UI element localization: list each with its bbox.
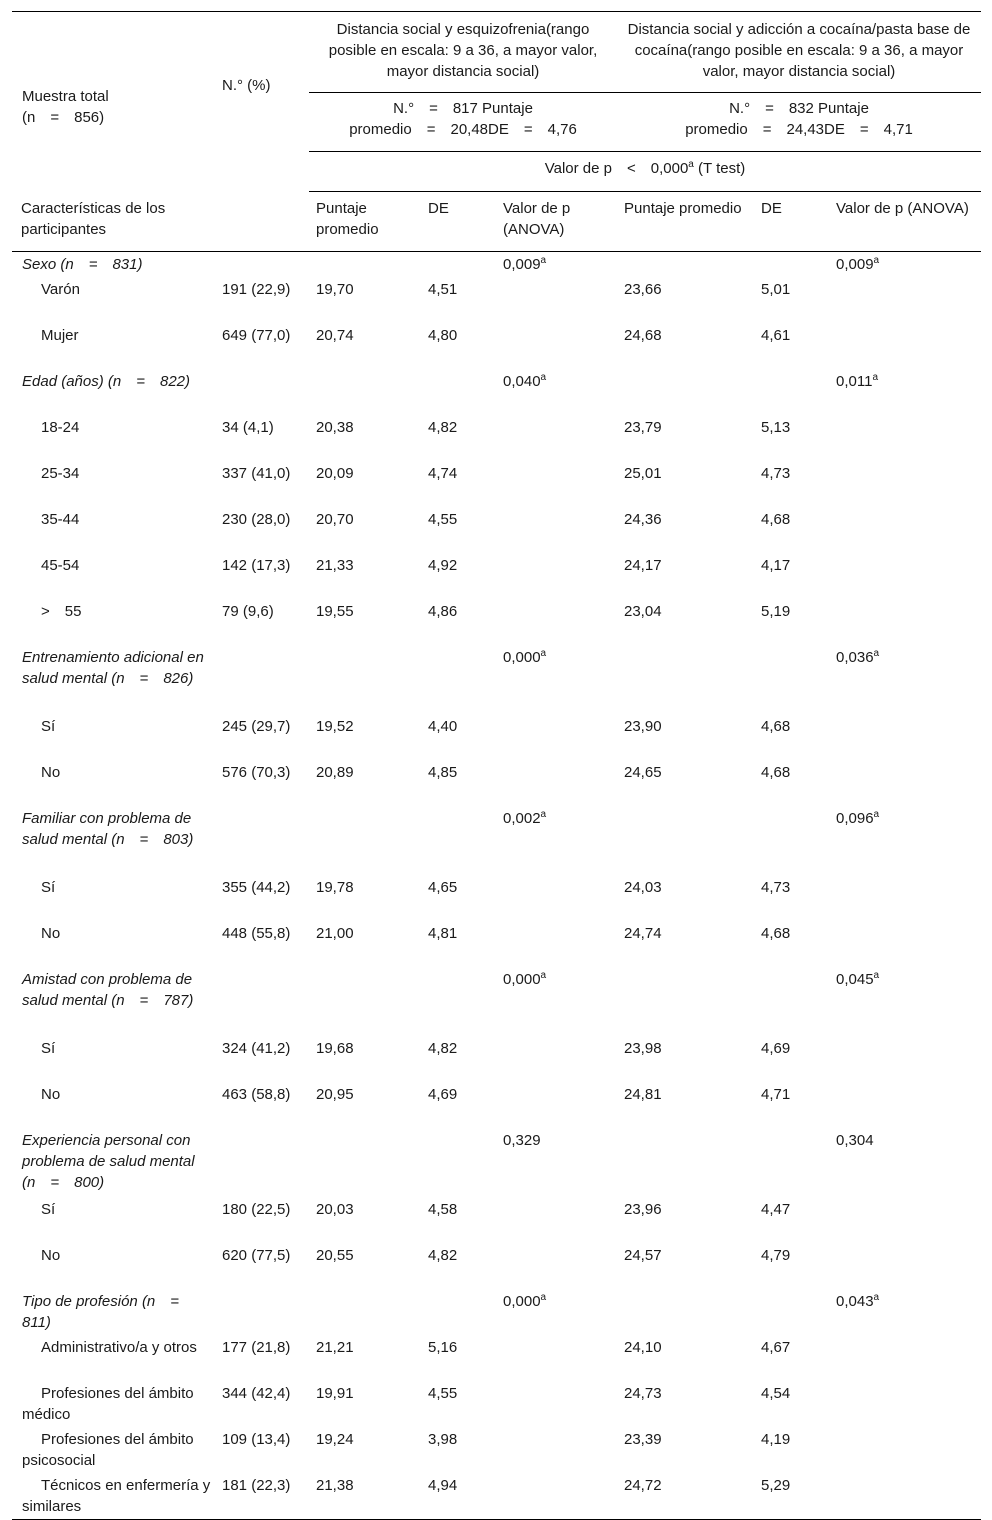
row-mean-2: 24,72	[617, 1473, 754, 1520]
superscript: a	[541, 648, 547, 659]
section-label-value: Sexo (n = 831)	[22, 256, 142, 273]
row-n-pct: 109 (13,4)	[222, 1427, 309, 1473]
sample-total-label: Muestra total	[22, 86, 222, 107]
group-cocaine-count	[617, 93, 981, 152]
row-sd-2: 4,68	[754, 760, 829, 806]
section-pvalue-2-value: 0,043	[836, 1293, 874, 1310]
row-sd-2: 5,29	[754, 1473, 829, 1520]
row-sd-1: 4,51	[421, 277, 496, 323]
empty-cell	[829, 714, 981, 760]
col-p-1: Valor de p (ANOVA)	[496, 192, 617, 252]
table-row	[12, 1082, 981, 1128]
row-mean-1: 20,38	[309, 415, 421, 461]
row-label: 18-24	[12, 415, 222, 461]
row-sd-1: 4,55	[421, 1381, 496, 1427]
row-sd-2: 4,61	[754, 323, 829, 369]
row-n-pct: 177 (21,8)	[222, 1335, 309, 1381]
row-n-pct: 230 (28,0)	[222, 507, 309, 553]
empty-cell	[754, 369, 829, 415]
row-mean-2: 23,96	[617, 1197, 754, 1243]
table-row	[12, 1243, 981, 1289]
section-label	[12, 252, 222, 278]
empty-cell	[496, 1197, 617, 1243]
row-sd-2: 5,01	[754, 277, 829, 323]
superscript: a	[541, 255, 547, 266]
row-n-pct: 337 (41,0)	[222, 461, 309, 507]
row-n-pct: 142 (17,3)	[222, 553, 309, 599]
superscript: a	[874, 1292, 880, 1303]
row-sd-1: 4,82	[421, 1036, 496, 1082]
pvalue-prefix: Valor de p < 0,000	[545, 160, 689, 177]
section-row	[12, 1289, 981, 1335]
row-label: Técnicos en enfermería y similares	[12, 1473, 222, 1520]
row-mean-1: 20,89	[309, 760, 421, 806]
row-sd-1: 4,82	[421, 1243, 496, 1289]
row-sd-2: 5,13	[754, 415, 829, 461]
row-n-pct: 448 (55,8)	[222, 921, 309, 967]
section-label-value: Entrenamiento adicional en salud mental (n = 826)	[22, 649, 204, 687]
section-row	[12, 1128, 981, 1197]
group1-count-line1: N.° = 817 Puntaje	[309, 98, 617, 119]
row-sd-2: 4,19	[754, 1427, 829, 1473]
row-n-pct: 324 (41,2)	[222, 1036, 309, 1082]
n-pct-header: N.° (%)	[222, 12, 309, 192]
section-label-value: Experiencia personal con problema de salud mental (n = 800)	[22, 1132, 195, 1191]
empty-cell	[496, 1243, 617, 1289]
superscript: a	[541, 1292, 547, 1303]
row-sd-1: 4,81	[421, 921, 496, 967]
section-label-value: Amistad con problema de salud mental (n = 787)	[22, 971, 193, 1009]
row-mean-2: 23,90	[617, 714, 754, 760]
empty-cell	[222, 645, 309, 714]
section-pvalue-2-value: 0,009	[836, 256, 874, 273]
row-label: Sí	[12, 714, 222, 760]
row-n-pct: 245 (29,7)	[222, 714, 309, 760]
empty-cell	[496, 1335, 617, 1381]
row-sd-1: 5,16	[421, 1335, 496, 1381]
section-pvalue-2	[829, 252, 981, 278]
pvalue-ttest-header	[309, 152, 981, 192]
row-sd-1: 4,80	[421, 323, 496, 369]
row-mean-2: 24,74	[617, 921, 754, 967]
empty-cell	[222, 967, 309, 1036]
row-n-pct: 191 (22,9)	[222, 277, 309, 323]
empty-cell	[829, 921, 981, 967]
row-sd-1: 4,69	[421, 1082, 496, 1128]
row-mean-1: 19,24	[309, 1427, 421, 1473]
row-label: Sí	[12, 875, 222, 921]
empty-cell	[829, 277, 981, 323]
empty-cell	[829, 1197, 981, 1243]
table-row	[12, 507, 981, 553]
row-sd-2: 4,73	[754, 875, 829, 921]
row-sd-1: 4,92	[421, 553, 496, 599]
row-mean-2: 24,65	[617, 760, 754, 806]
row-mean-1: 21,33	[309, 553, 421, 599]
pvalue-suffix: (T test)	[694, 160, 745, 177]
row-sd-2: 4,71	[754, 1082, 829, 1128]
table-row	[12, 1473, 981, 1520]
section-pvalue-2	[829, 645, 981, 714]
row-label: No	[12, 1243, 222, 1289]
section-pvalue-1	[496, 252, 617, 278]
empty-cell	[309, 252, 421, 278]
empty-cell	[496, 1082, 617, 1128]
row-sd-2: 4,79	[754, 1243, 829, 1289]
col-sd-1: DE	[421, 192, 496, 252]
section-pvalue-2	[829, 1128, 981, 1197]
superscript: a	[874, 970, 880, 981]
section-pvalue-1-value: 0,329	[503, 1132, 541, 1149]
empty-cell	[421, 1128, 496, 1197]
row-sd-1: 4,65	[421, 875, 496, 921]
empty-cell	[754, 645, 829, 714]
row-mean-2: 24,10	[617, 1335, 754, 1381]
section-label-value: Edad (años) (n = 822)	[22, 373, 190, 390]
empty-cell	[829, 599, 981, 645]
row-sd-1: 4,82	[421, 415, 496, 461]
section-pvalue-1	[496, 369, 617, 415]
empty-cell	[829, 507, 981, 553]
superscript: a	[874, 809, 880, 820]
row-mean-1: 19,68	[309, 1036, 421, 1082]
empty-cell	[496, 1427, 617, 1473]
section-pvalue-2-value: 0,304	[836, 1132, 874, 1149]
section-pvalue-1	[496, 806, 617, 875]
row-sd-1: 4,40	[421, 714, 496, 760]
empty-cell	[754, 806, 829, 875]
row-mean-2: 25,01	[617, 461, 754, 507]
row-mean-2: 23,04	[617, 599, 754, 645]
row-mean-1: 19,55	[309, 599, 421, 645]
empty-cell	[309, 967, 421, 1036]
row-n-pct: 344 (42,4)	[222, 1381, 309, 1427]
row-sd-1: 4,85	[421, 760, 496, 806]
row-n-pct: 180 (22,5)	[222, 1197, 309, 1243]
superscript: a	[874, 255, 880, 266]
section-pvalue-1-value: 0,002	[503, 810, 541, 827]
row-label: No	[12, 760, 222, 806]
superscript: a	[541, 372, 547, 383]
row-mean-2: 24,81	[617, 1082, 754, 1128]
row-mean-2: 23,79	[617, 415, 754, 461]
section-row	[12, 252, 981, 278]
section-pvalue-2	[829, 369, 981, 415]
row-label: No	[12, 921, 222, 967]
row-n-pct: 620 (77,5)	[222, 1243, 309, 1289]
group2-count-line2: promedio = 24,43DE = 4,71	[617, 119, 981, 140]
table-row	[12, 1036, 981, 1082]
row-label: 45-54	[12, 553, 222, 599]
empty-cell	[421, 645, 496, 714]
empty-cell	[222, 1128, 309, 1197]
empty-cell	[222, 369, 309, 415]
row-mean-1: 21,00	[309, 921, 421, 967]
row-sd-2: 4,17	[754, 553, 829, 599]
section-label	[12, 645, 222, 714]
row-mean-2: 23,98	[617, 1036, 754, 1082]
table-row	[12, 553, 981, 599]
row-sd-1: 4,74	[421, 461, 496, 507]
section-label	[12, 369, 222, 415]
empty-cell	[421, 967, 496, 1036]
section-row	[12, 967, 981, 1036]
superscript: a	[872, 372, 878, 383]
row-mean-1: 19,78	[309, 875, 421, 921]
col-mean-2: Puntaje promedio	[617, 192, 754, 252]
row-mean-1: 19,91	[309, 1381, 421, 1427]
table-row	[12, 1197, 981, 1243]
empty-cell	[496, 714, 617, 760]
row-sd-2: 4,68	[754, 714, 829, 760]
row-sd-2: 4,47	[754, 1197, 829, 1243]
empty-cell	[617, 967, 754, 1036]
section-pvalue-1	[496, 1128, 617, 1197]
table-row	[12, 323, 981, 369]
empty-cell	[496, 1036, 617, 1082]
empty-cell	[754, 252, 829, 278]
section-pvalue-2-value: 0,036	[836, 649, 874, 666]
empty-cell	[309, 806, 421, 875]
section-pvalue-2-value: 0,045	[836, 971, 874, 988]
empty-cell	[496, 599, 617, 645]
row-mean-2: 24,73	[617, 1381, 754, 1427]
row-sd-2: 4,68	[754, 921, 829, 967]
row-sd-2: 4,68	[754, 507, 829, 553]
superscript: a	[541, 970, 547, 981]
table-row	[12, 461, 981, 507]
row-mean-1: 21,38	[309, 1473, 421, 1520]
empty-cell	[496, 461, 617, 507]
row-sd-1: 4,55	[421, 507, 496, 553]
group1-count-line2: promedio = 20,48DE = 4,76	[309, 119, 617, 140]
row-mean-1: 20,74	[309, 323, 421, 369]
table-row	[12, 599, 981, 645]
superscript: a	[541, 809, 547, 820]
empty-cell	[829, 1335, 981, 1381]
n-pct-col-blank	[222, 192, 309, 252]
table-row	[12, 1335, 981, 1381]
row-sd-2: 4,73	[754, 461, 829, 507]
row-label: Administrativo/a y otros	[12, 1335, 222, 1381]
empty-cell	[829, 760, 981, 806]
empty-cell	[496, 553, 617, 599]
row-mean-1: 20,55	[309, 1243, 421, 1289]
table-row	[12, 875, 981, 921]
row-label: > 55	[12, 599, 222, 645]
empty-cell	[222, 252, 309, 278]
section-row	[12, 369, 981, 415]
empty-cell	[829, 1427, 981, 1473]
characteristics-header: Características de los participantes	[12, 192, 222, 252]
row-sd-2: 4,69	[754, 1036, 829, 1082]
section-label	[12, 967, 222, 1036]
empty-cell	[496, 507, 617, 553]
section-pvalue-1	[496, 967, 617, 1036]
empty-cell	[829, 1381, 981, 1427]
section-pvalue-2	[829, 806, 981, 875]
col-sd-2: DE	[754, 192, 829, 252]
row-label: Varón	[12, 277, 222, 323]
row-n-pct: 576 (70,3)	[222, 760, 309, 806]
section-label	[12, 806, 222, 875]
empty-cell	[496, 1473, 617, 1520]
row-sd-2: 5,19	[754, 599, 829, 645]
row-n-pct: 355 (44,2)	[222, 875, 309, 921]
empty-cell	[617, 1289, 754, 1335]
empty-cell	[754, 1289, 829, 1335]
col-mean-1: Puntaje promedio	[309, 192, 421, 252]
section-pvalue-1-value: 0,009	[503, 256, 541, 273]
pvalue-sup: a	[688, 159, 694, 170]
row-mean-1: 20,70	[309, 507, 421, 553]
row-mean-2: 24,57	[617, 1243, 754, 1289]
superscript: a	[874, 648, 880, 659]
section-pvalue-1-value: 0,000	[503, 971, 541, 988]
section-label	[12, 1289, 222, 1335]
section-pvalue-1-value: 0,000	[503, 1293, 541, 1310]
row-n-pct: 463 (58,8)	[222, 1082, 309, 1128]
empty-cell	[309, 1128, 421, 1197]
section-pvalue-2	[829, 967, 981, 1036]
group-schizophrenia-count	[309, 93, 617, 152]
empty-cell	[829, 1082, 981, 1128]
row-label: Profesiones del ámbito psicosocial	[12, 1427, 222, 1473]
empty-cell	[829, 553, 981, 599]
empty-cell	[496, 323, 617, 369]
row-label: Sí	[12, 1036, 222, 1082]
sample-total-header	[12, 12, 222, 192]
empty-cell	[829, 415, 981, 461]
row-sd-1: 4,58	[421, 1197, 496, 1243]
table-row	[12, 1427, 981, 1473]
empty-cell	[496, 415, 617, 461]
sample-total-n: (n = 856)	[22, 107, 222, 128]
table-row	[12, 714, 981, 760]
row-n-pct: 181 (22,3)	[222, 1473, 309, 1520]
empty-cell	[829, 1036, 981, 1082]
row-n-pct: 34 (4,1)	[222, 415, 309, 461]
row-mean-1: 20,03	[309, 1197, 421, 1243]
section-row	[12, 645, 981, 714]
row-sd-2: 4,67	[754, 1335, 829, 1381]
empty-cell	[222, 1289, 309, 1335]
col-p-2: Valor de p (ANOVA)	[829, 192, 981, 252]
empty-cell	[496, 760, 617, 806]
section-label-value: Tipo de profesión (n = 811)	[22, 1293, 194, 1331]
empty-cell	[421, 1289, 496, 1335]
row-mean-1: 21,21	[309, 1335, 421, 1381]
row-sd-2: 4,54	[754, 1381, 829, 1427]
row-sd-1: 4,86	[421, 599, 496, 645]
empty-cell	[617, 1128, 754, 1197]
group-cocaine-header: Distancia social y adicción a cocaína/pasta base de cocaína(rango posible en escala: 9 a 36, a mayor valor, mayor distancia social)	[617, 12, 981, 93]
row-mean-2: 24,17	[617, 553, 754, 599]
section-pvalue-2	[829, 1289, 981, 1335]
empty-cell	[421, 806, 496, 875]
empty-cell	[309, 1289, 421, 1335]
section-pvalue-2-value: 0,011	[836, 373, 872, 390]
empty-cell	[829, 875, 981, 921]
row-sd-1: 4,94	[421, 1473, 496, 1520]
table-row	[12, 1381, 981, 1427]
empty-cell	[754, 1128, 829, 1197]
empty-cell	[222, 806, 309, 875]
empty-cell	[829, 323, 981, 369]
row-label: 35-44	[12, 507, 222, 553]
empty-cell	[496, 1381, 617, 1427]
section-label	[12, 1128, 222, 1197]
row-mean-2: 24,36	[617, 507, 754, 553]
section-pvalue-1	[496, 645, 617, 714]
section-pvalue-1	[496, 1289, 617, 1335]
header-row-columns	[12, 192, 981, 252]
empty-cell	[754, 967, 829, 1036]
table-row	[12, 277, 981, 323]
section-pvalue-2-value: 0,096	[836, 810, 874, 827]
table-row	[12, 415, 981, 461]
empty-cell	[309, 369, 421, 415]
empty-cell	[829, 1243, 981, 1289]
results-table	[12, 11, 981, 1520]
empty-cell	[617, 806, 754, 875]
row-label: Sí	[12, 1197, 222, 1243]
header-row-groups	[12, 12, 981, 93]
empty-cell	[829, 1473, 981, 1520]
group2-count-line1: N.° = 832 Puntaje	[617, 98, 981, 119]
empty-cell	[421, 252, 496, 278]
row-n-pct: 649 (77,0)	[222, 323, 309, 369]
row-mean-1: 20,09	[309, 461, 421, 507]
row-mean-1: 20,95	[309, 1082, 421, 1128]
group-schizophrenia-header: Distancia social y esquizofrenia(rango posible en escala: 9 a 36, a mayor valor, mayor distancia social)	[309, 12, 617, 93]
empty-cell	[496, 277, 617, 323]
row-mean-2: 23,39	[617, 1427, 754, 1473]
table-row	[12, 921, 981, 967]
empty-cell	[496, 875, 617, 921]
row-mean-2: 24,68	[617, 323, 754, 369]
section-pvalue-1-value: 0,000	[503, 649, 541, 666]
row-sd-1: 3,98	[421, 1427, 496, 1473]
empty-cell	[421, 369, 496, 415]
row-label: 25-34	[12, 461, 222, 507]
row-label: No	[12, 1082, 222, 1128]
row-mean-2: 24,03	[617, 875, 754, 921]
row-mean-1: 19,70	[309, 277, 421, 323]
row-mean-2: 23,66	[617, 277, 754, 323]
table-row	[12, 760, 981, 806]
empty-cell	[309, 645, 421, 714]
empty-cell	[829, 461, 981, 507]
row-mean-1: 19,52	[309, 714, 421, 760]
empty-cell	[617, 252, 754, 278]
row-n-pct: 79 (9,6)	[222, 599, 309, 645]
section-row	[12, 806, 981, 875]
row-label: Mujer	[12, 323, 222, 369]
empty-cell	[617, 369, 754, 415]
section-label-value: Familiar con problema de salud mental (n = 803)	[22, 810, 193, 848]
empty-cell	[496, 921, 617, 967]
section-pvalue-1-value: 0,040	[503, 373, 541, 390]
row-label: Profesiones del ámbito médico	[12, 1381, 222, 1427]
empty-cell	[617, 645, 754, 714]
